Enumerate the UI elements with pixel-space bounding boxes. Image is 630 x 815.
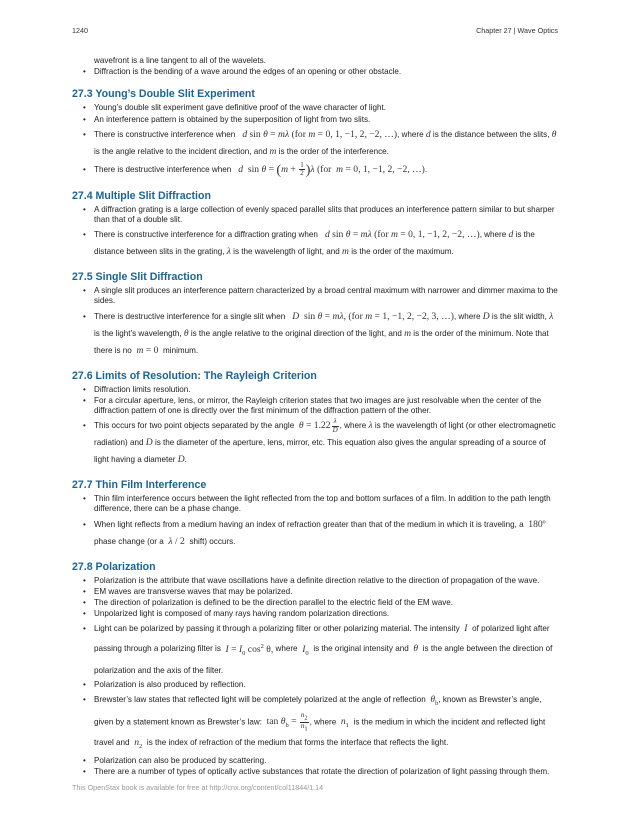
section-27-5-list xyxy=(72,286,558,358)
list-item: • Polarization is also produced by reflection. xyxy=(72,680,558,690)
section-heading-27-8: 27.8 Polarization xyxy=(72,560,156,573)
section-27-3-list xyxy=(72,103,558,178)
list-item: • This occurs for two point objects separated by the angle θ = 1.22 $\frac{\lambda}{D}$ , where λ is the wavelength of light (or other electromagnetic radiation) and D is the diameter of the aperture, lens, mirror, etc. This equation also gives the angular spreading of a source of light having a diameter D. xyxy=(72,417,558,468)
section-heading-27-5: 27.5 Single Slit Diffraction xyxy=(72,271,203,284)
equation-single-slit: D sin θ = mλ, (for m = 1, −1, 2, −2, 3, …) xyxy=(292,310,454,322)
section-27-7-list xyxy=(72,494,558,549)
page-content xyxy=(72,56,558,778)
list-item: • Diffraction is the bending of a wave around the edges of an opening or other obstacle. xyxy=(72,67,558,77)
section-heading-27-4: 27.4 Multiple Slit Diffraction xyxy=(72,189,211,202)
section-27-4-list xyxy=(72,205,558,260)
equation-destructive: d sin θ = (m + $\frac{1}{2}$ )λ (for m = 0, 1, −1, 2, −2, …) xyxy=(238,160,425,178)
list-item: • For a circular aperture, lens, or mirror, the Rayleigh criterion states that two images are just resolvable when the center of the diffraction pattern of one is directly over the first minimum of the diffraction pattern of the other. xyxy=(72,396,558,416)
page-header xyxy=(72,26,558,38)
intro-list xyxy=(72,56,558,77)
list-item: • Light can be polarized by passing it through a polarizing filter or other polarizing material. The intensity I of polarized light after passing through a polarizing filter is $I = I_0$ $\cos^2 \theta$, where $I_0$ is the original intensity and θ is the angle between the direction of polarization and the axis of the filter. xyxy=(72,620,558,678)
page-footer: This OpenStax book is available for free at http://cnx.org/content/col11844/1.14 xyxy=(72,783,324,792)
list-item: • A diffraction grating is a large collection of evenly spaced parallel slits that produces an interference pattern similar to but sharper than that of a double slit. xyxy=(72,205,558,225)
list-item: • EM waves are transverse waves that may be polarized. xyxy=(72,587,558,597)
section-heading-27-6: 27.6 Limits of Resolution: The Rayleigh Criterion xyxy=(72,369,317,382)
list-item: • The direction of polarization is defined to be the direction parallel to the electric field of the EM wave. xyxy=(72,598,558,608)
list-item: • Polarization is the attribute that wave oscillations have a definite direction relative to the direction of propagation of the wave. xyxy=(72,576,558,586)
chapter-title: Chapter 27 | Wave Optics xyxy=(476,26,558,35)
list-item: • A single slit produces an interference pattern characterized by a broad central maximum with narrower and dimmer maxima to the sides. xyxy=(72,286,558,306)
list-item: • An interference pattern is obtained by the superposition of light from two slits. xyxy=(72,115,558,125)
list-item: • There is destructive interference for a single slit when D sin θ = mλ, (for m = 1, −1, 2, −2, 3, …), where D is the slit width, λ is the light’s wavelength, θ is the angle relative to the original direction of the light, and m is the order of the minimum. Note that there is no m = 0 minimum. xyxy=(72,308,558,359)
list-item: wavefront is a line tangent to all of the wavelets. xyxy=(94,56,266,65)
section-heading-27-3: 27.3 Young’s Double Slit Experiment xyxy=(72,88,255,101)
list-item: • There is constructive interference when d sin θ = mλ (for m = 0, 1, −1, 2, −2, …), where d is the distance between the slits, θ is the angle relative to the incident direction, and m is the order of the interference. xyxy=(72,126,558,160)
equation-malus: $I = I_0$ $\cos^2 \theta$, xyxy=(225,642,274,657)
list-item: • There is constructive interference for a diffraction grating when d sin θ = mλ (for m = 0, 1, −1, 2, −2, …), where d is the distance between slits in the grating, λ is the wavelength of light, and m is the order of the maximum. xyxy=(72,226,558,260)
list-item: • Brewster’s law states that reflected light will be completely polarized at the angle of reflection $\theta_b$, known as Brewster’s angle, given by a statement known as Brewster’s law: $\tan \theta_b$ = $\frac{n_2}{n_1}$ , where $n_1$ is the medium in which the incident and reflected light travel and $n_2$ is the index of refraction of the medium that forms the interface that reflects the light. xyxy=(72,691,558,755)
equation-rayleigh: θ = 1.22 $\frac{\lambda}{D}$ xyxy=(298,417,338,434)
list-item: • There are a number of types of optically active substances that rotate the direction of polarization of light passing through them. xyxy=(72,767,558,777)
list-item: • Thin film interference occurs between the light reflected from the top and bottom surfaces of a film. In addition to the path length difference, there can be a phase change. xyxy=(72,494,558,514)
list-item: • Young’s double slit experiment gave definitive proof of the wave character of light. xyxy=(72,103,558,113)
equation-constructive: d sin θ = mλ (for m = 0, 1, −1, 2, −2, …) xyxy=(242,128,398,140)
section-27-6-list xyxy=(72,385,558,469)
list-item: • Unpolarized light is composed of many rays having random polarization directions. xyxy=(72,609,558,619)
section-heading-27-7: 27.7 Thin Film Interference xyxy=(72,479,207,492)
list-item: • Diffraction limits resolution. xyxy=(72,385,558,395)
section-27-8-list xyxy=(72,576,558,778)
list-item: • Polarization can also be produced by scattering. xyxy=(72,756,558,766)
equation-grating: d sin θ = mλ (for m = 0, 1, −1, 2, −2, …) xyxy=(324,229,480,241)
page-number: 1240 xyxy=(72,26,88,35)
list-item: • There is destructive interference when d sin θ = (m + $\frac{1}{2}$ )λ (for m = 0, 1, −1, 2, −2, …). xyxy=(72,161,558,179)
equation-brewster: $\tan \theta_b$ = $\frac{n_2}{n_1}$ xyxy=(264,710,308,732)
list-item: • When light reflects from a medium having an index of refraction greater than that of the medium in which it is traveling, a 180º phase change (or a λ / 2 shift) occurs. xyxy=(72,516,558,550)
